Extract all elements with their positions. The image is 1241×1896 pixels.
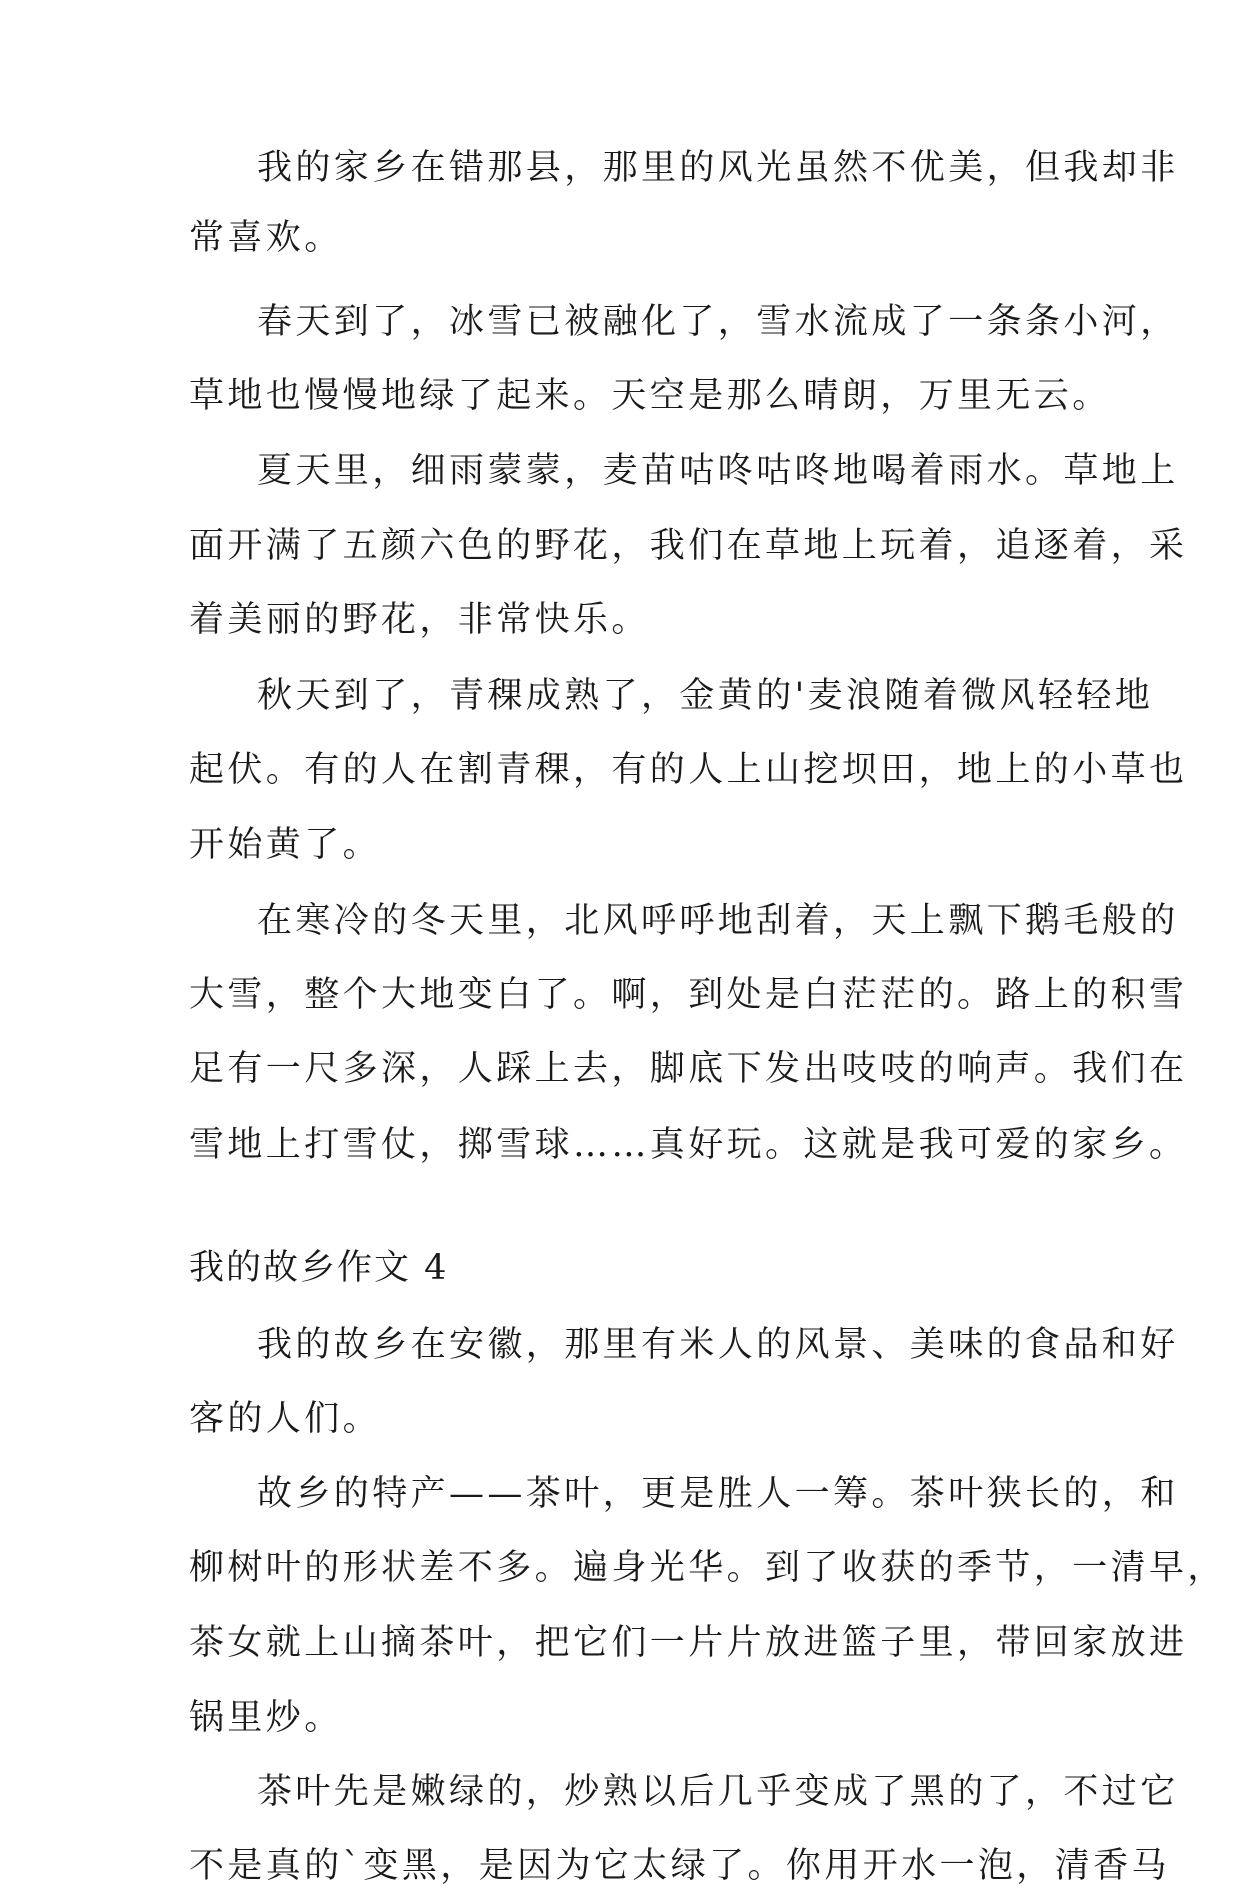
paragraph-line: 茶女就上山摘茶叶，把它们一片片放进篮子里，带回家放进 bbox=[189, 1623, 1188, 1663]
paragraph-line: 春天到了，冰雪已被融化了，雪水流成了一条条小河， bbox=[257, 302, 1179, 342]
paragraph-line: 着美丽的野花，非常快乐。 bbox=[189, 600, 650, 640]
paragraph-line: 客的人们。 bbox=[189, 1399, 382, 1439]
paragraph-line: 面开满了五颜六色的野花，我们在草地上玩着，追逐着，采 bbox=[189, 526, 1188, 566]
section-heading: 我的故乡作文 4 bbox=[189, 1248, 449, 1288]
paragraph-line: 秋天到了，青稞成熟了，金黄的'麦浪随着微风轻轻地 bbox=[257, 676, 1154, 716]
paragraph-line: 开始黄了。 bbox=[189, 825, 382, 865]
paragraph-line: 足有一尺多深，人踩上去，脚底下发出吱吱的响声。我们在 bbox=[189, 1049, 1188, 1089]
paragraph-line: 起伏。有的人在割青稞，有的人上山挖坝田，地上的小草也 bbox=[189, 750, 1188, 790]
paragraph-line: 我的家乡在错那县，那里的风光虽然不优美，但我却非 bbox=[257, 148, 1179, 188]
paragraph-line: 故乡的特产——茶叶，更是胜人一筹。茶叶狭长的，和 bbox=[257, 1474, 1179, 1514]
paragraph-line: 我的故乡在安徽，那里有米人的风景、美味的食品和好 bbox=[257, 1325, 1179, 1365]
paragraph-line: 在寒冷的冬天里，北风呼呼地刮着，天上飘下鹅毛般的 bbox=[257, 901, 1179, 941]
paragraph-line: 不是真的`变黑，是因为它太绿了。你用开水一泡，清香马 bbox=[189, 1846, 1170, 1886]
paragraph-line: 柳树叶的形状差不多。遍身光华。到了收获的季节，一清早， bbox=[189, 1548, 1226, 1588]
paragraph-line: 锅里炒。 bbox=[189, 1698, 343, 1738]
paragraph-line: 常喜欢。 bbox=[189, 218, 343, 258]
paragraph-line: 雪地上打雪仗，掷雪球……真好玩。这就是我可爱的家乡。 bbox=[189, 1125, 1188, 1165]
paragraph-line: 大雪，整个大地变白了。啊，到处是白茫茫的。路上的积雪 bbox=[189, 975, 1188, 1015]
paragraph-line: 草地也慢慢地绿了起来。天空是那么晴朗，万里无云。 bbox=[189, 376, 1111, 416]
paragraph-line: 夏天里，细雨蒙蒙，麦苗咕咚咕咚地喝着雨水。草地上 bbox=[257, 451, 1179, 491]
paragraph-line: 茶叶先是嫩绿的，炒熟以后几乎变成了黑的了，不过它 bbox=[257, 1772, 1179, 1812]
